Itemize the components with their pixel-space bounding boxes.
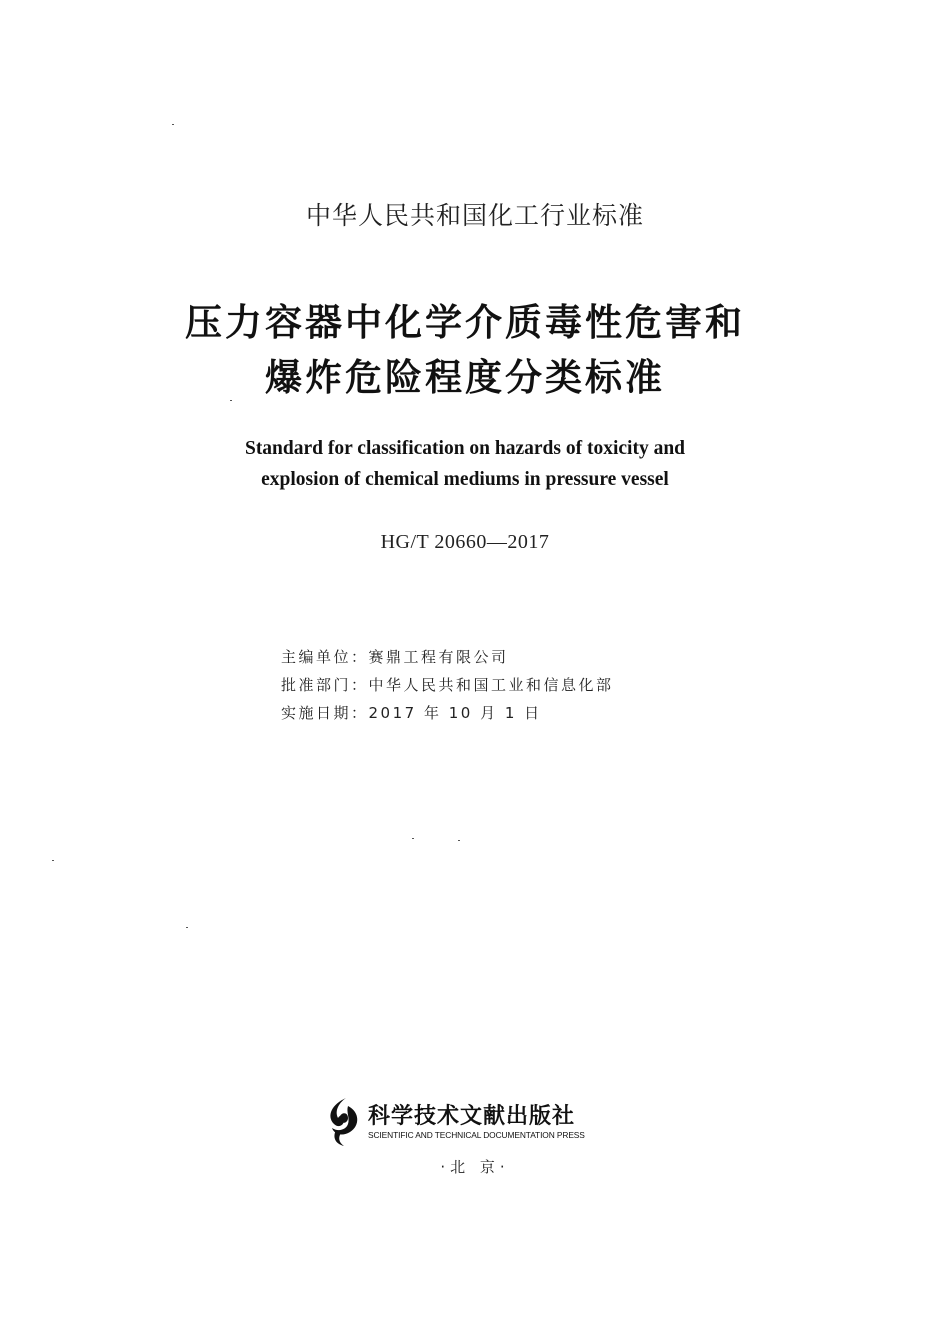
scan-speck (52, 860, 54, 861)
scan-speck (412, 838, 414, 839)
effective-date-label: 实施日期： (281, 704, 369, 722)
approver-value: 中华人民共和国工业和信息化部 (368, 676, 614, 694)
editor-label: 主编单位： (281, 648, 369, 666)
english-title (100, 433, 830, 495)
publisher-name-en: SCIENTIFIC AND TECHNICAL DOCUMENTATION PRESS (368, 1129, 585, 1140)
publisher-name (368, 1104, 585, 1141)
publisher-city: ·北 京· (440, 1158, 510, 1176)
english-title-line-1: Standard for classification on hazards of toxicity and (244, 438, 686, 459)
publisher-swirl-logo-icon (322, 1096, 362, 1148)
effective-date-row (281, 699, 614, 727)
approver-row (281, 671, 614, 699)
editor-value: 赛鼎工程有限公司 (368, 648, 509, 666)
effective-date-value: 2017 年 10 月 1 日 (368, 704, 542, 722)
publisher-block (322, 1092, 585, 1152)
scan-speck (186, 927, 188, 928)
industry-standard-label: 中华人民共和国化工行业标准 (305, 201, 644, 230)
editor-row (281, 643, 614, 671)
scan-speck (458, 840, 460, 841)
publisher-name-cn: 科学技术文献出版社 (368, 1103, 576, 1129)
chinese-title-line-2: 爆炸危险程度分类标准 (265, 356, 665, 399)
standard-info-block (281, 643, 614, 727)
scan-speck (172, 124, 174, 125)
approver-label: 批准部门： (281, 676, 369, 694)
chinese-title (100, 295, 830, 405)
scan-speck (230, 400, 232, 401)
english-title-line-2: explosion of chemical mediums in pressure vessel (261, 469, 669, 490)
standard-code: HG/T 20660—2017 (380, 531, 550, 553)
chinese-title-line-1: 压力容器中化学介质毒性危害和 (185, 301, 745, 344)
